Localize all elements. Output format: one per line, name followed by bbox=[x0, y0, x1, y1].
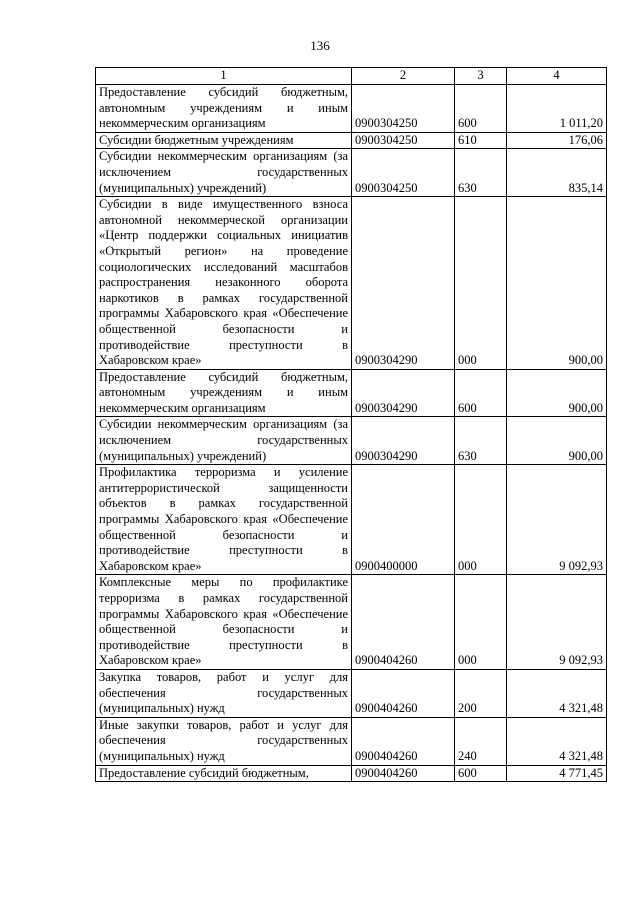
table-row bbox=[96, 765, 607, 782]
table-row bbox=[96, 575, 607, 670]
row-name: Предоставление субсидий бюджетным, автономным учреждениям и иным некоммерческим организациям bbox=[96, 369, 352, 417]
row-name: Закупка товаров, работ и услуг для обеспечения государственных (муниципальных) нужд bbox=[96, 669, 352, 717]
row-type: 200 bbox=[455, 669, 507, 717]
row-name: Субсидии некоммерческим организациям (за исключением государственных (муниципальных) учреждений) bbox=[96, 149, 352, 197]
header-col-1: 1 bbox=[96, 68, 352, 85]
row-code: 0900304290 bbox=[352, 197, 455, 370]
row-code: 0900304250 bbox=[352, 149, 455, 197]
row-amount: 835,14 bbox=[507, 149, 607, 197]
row-name: Субсидии некоммерческим организациям (за исключением государственных (муниципальных) учреждений) bbox=[96, 417, 352, 465]
row-code: 0900404260 bbox=[352, 669, 455, 717]
row-name: Предоставление субсидий бюджетным, автономным учреждениям и иным некоммерческим организациям bbox=[96, 85, 352, 133]
row-type: 630 bbox=[455, 417, 507, 465]
row-code: 0900304290 bbox=[352, 369, 455, 417]
table-header-row bbox=[96, 68, 607, 85]
table-row bbox=[96, 465, 607, 575]
row-code: 0900304290 bbox=[352, 417, 455, 465]
row-amount: 1 011,20 bbox=[507, 85, 607, 133]
table-row bbox=[96, 149, 607, 197]
header-col-3: 3 bbox=[455, 68, 507, 85]
row-name: Комплексные меры по профилактике терроризма в рамках государственной программы Хабаровского края «Обеспечение общественной безопасности и противодействие преступности в Хабаровском крае» bbox=[96, 575, 352, 670]
row-type: 600 bbox=[455, 369, 507, 417]
table-row bbox=[96, 132, 607, 149]
row-amount: 900,00 bbox=[507, 417, 607, 465]
page-number: 136 bbox=[310, 38, 330, 53]
row-type: 600 bbox=[455, 765, 507, 782]
row-code: 0900304250 bbox=[352, 132, 455, 149]
row-code: 0900404260 bbox=[352, 717, 455, 765]
header-col-4: 4 bbox=[507, 68, 607, 85]
row-code: 0900400000 bbox=[352, 465, 455, 575]
table-row bbox=[96, 417, 607, 465]
row-code: 0900304250 bbox=[352, 85, 455, 133]
budget-table bbox=[95, 67, 607, 782]
row-type: 240 bbox=[455, 717, 507, 765]
row-type: 600 bbox=[455, 85, 507, 133]
row-name: Субсидии в виде имущественного взноса автономной некоммерческой организации «Центр поддержки социальных инициатив «Открытый регион» на проведение социологических исследований масштабов распространения незаконного оборота наркотиков в рамках государственной программы Хабаровского края «Обеспечение общественной безопасности и противодействие преступности в Хабаровском крае» bbox=[96, 197, 352, 370]
row-code: 0900404260 bbox=[352, 575, 455, 670]
table-row bbox=[96, 85, 607, 133]
row-amount: 4 771,45 bbox=[507, 765, 607, 782]
row-type: 000 bbox=[455, 465, 507, 575]
row-amount: 900,00 bbox=[507, 197, 607, 370]
row-type: 630 bbox=[455, 149, 507, 197]
header-col-2: 2 bbox=[352, 68, 455, 85]
row-amount: 900,00 bbox=[507, 369, 607, 417]
row-amount: 9 092,93 bbox=[507, 465, 607, 575]
row-amount: 9 092,93 bbox=[507, 575, 607, 670]
table-row bbox=[96, 717, 607, 765]
row-name: Предоставление субсидий бюджетным, bbox=[96, 765, 352, 782]
row-type: 000 bbox=[455, 575, 507, 670]
table-row bbox=[96, 669, 607, 717]
row-name: Профилактика терроризма и усиление антитеррористической защищенности объектов в рамках государственной программы Хабаровского края «Обеспечение общественной безопасности и противодействие преступности в Хабаровском крае» bbox=[96, 465, 352, 575]
row-name: Иные закупки товаров, работ и услуг для обеспечения государственных (муниципальных) нужд bbox=[96, 717, 352, 765]
row-amount: 4 321,48 bbox=[507, 717, 607, 765]
row-amount: 4 321,48 bbox=[507, 669, 607, 717]
row-name: Субсидии бюджетным учреждениям bbox=[96, 132, 352, 149]
table-row bbox=[96, 197, 607, 370]
row-code: 0900404260 bbox=[352, 765, 455, 782]
table-row bbox=[96, 369, 607, 417]
row-type: 610 bbox=[455, 132, 507, 149]
row-amount: 176,06 bbox=[507, 132, 607, 149]
row-type: 000 bbox=[455, 197, 507, 370]
